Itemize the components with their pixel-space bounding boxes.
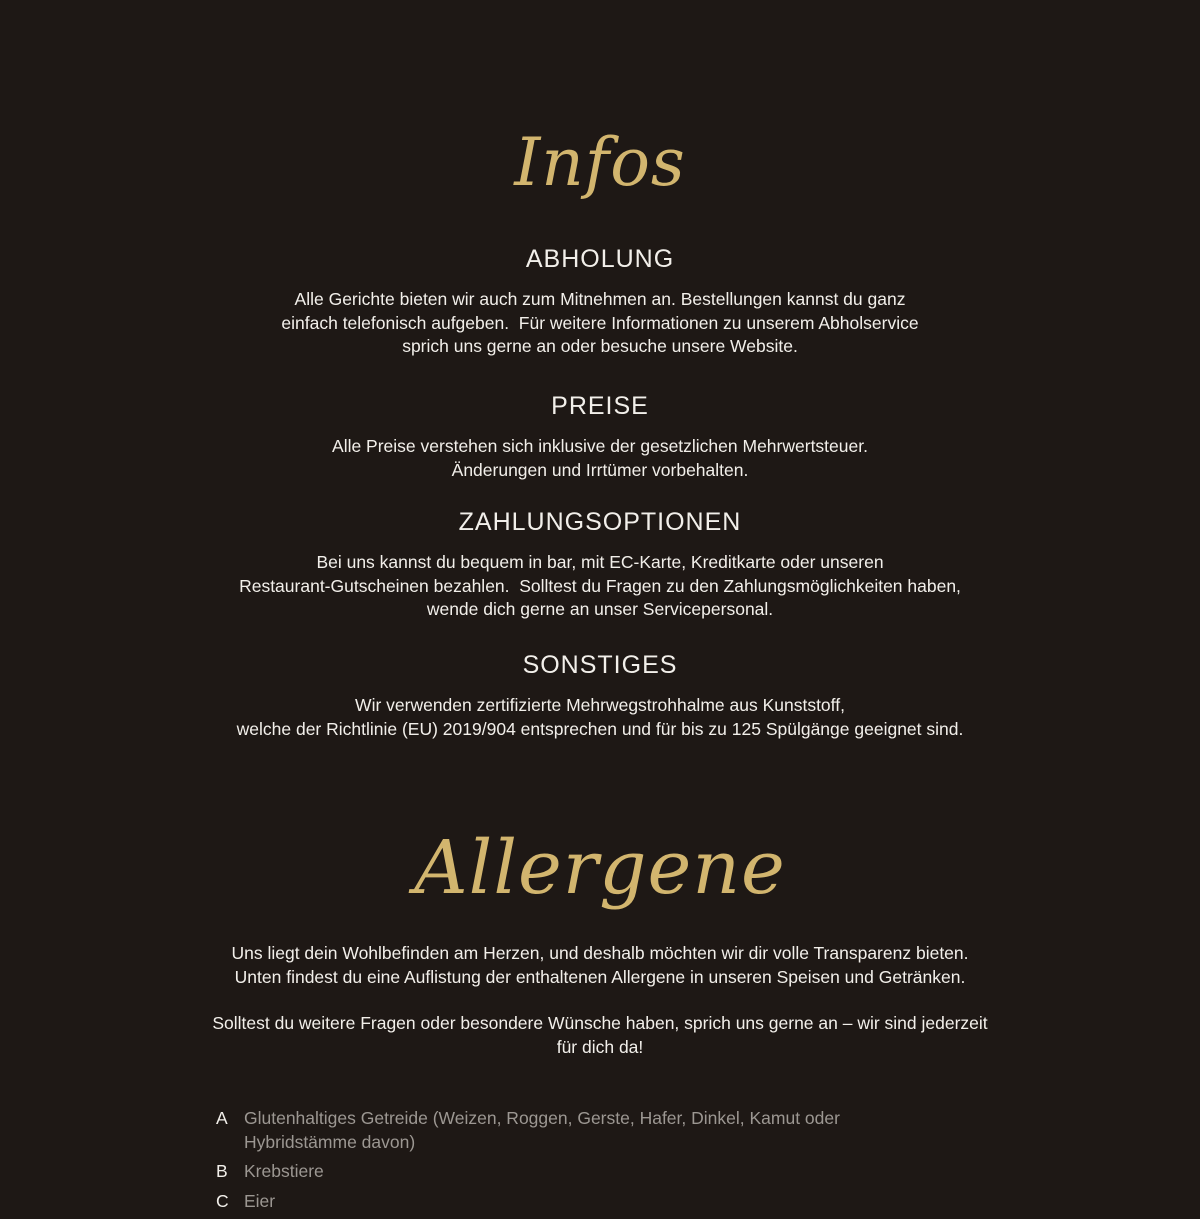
section-text-sonstiges [0, 694, 1200, 741]
allergen-description [244, 1160, 324, 1184]
section-heading-zahlungsoptionen: ZAHLUNGSOPTIONEN [458, 508, 742, 536]
text-line: Alle Preise verstehen sich inklusive der gesetzlichen Mehrwertsteuer. [332, 436, 868, 456]
allergene-title: Allergene [414, 825, 786, 911]
allergen-item-c [216, 1190, 976, 1214]
infos-title: Infos [514, 124, 686, 201]
allergene-help-text [0, 1012, 1200, 1059]
allergene-intro-text [0, 942, 1200, 989]
section-text-zahlungsoptionen [0, 551, 1200, 622]
section-heading-sonstiges: SONSTIGES [522, 651, 678, 679]
text-line: sprich uns gerne an oder besuche unsere Website. [402, 336, 798, 356]
text-line: Uns liegt dein Wohlbefinden am Herzen, und deshalb möchten wir dir volle Transparenz bieten. [231, 943, 969, 963]
text-line: Restaurant-Gutscheinen bezahlen. Solltest du Fragen zu den Zahlungsmöglichkeiten haben, [239, 575, 961, 596]
text-line: Alle Gerichte bieten wir auch zum Mitnehmen an. Bestellungen kannst du ganz [294, 289, 906, 309]
text-line: Unten findest du eine Auflistung der enthaltenen Allergene in unseren Speisen und Getränken. [234, 966, 966, 987]
allergen-item-a [216, 1107, 976, 1154]
text-line: Änderungen und Irrtümer vorbehalten. [451, 459, 749, 480]
text-line: für dich da! [556, 1036, 644, 1057]
text-line: welche der Richtlinie (EU) 2019/904 entsprechen und für bis zu 125 Spülgänge geeignet sind. [236, 718, 964, 739]
allergen-letter: C [216, 1190, 229, 1211]
allergen-letter: B [216, 1161, 228, 1181]
text-line: einfach telefonisch aufgeben. Für weitere Informationen zu unserem Abholservice [281, 312, 919, 333]
section-text-abholung [0, 288, 1200, 359]
allergen-item-b [216, 1160, 976, 1184]
text-line: Hybridstämme davon) [244, 1131, 416, 1152]
text-line: Eier [244, 1190, 276, 1211]
text-line: Wir verwenden zertifizierte Mehrwegstrohhalme aus Kunststoff, [355, 695, 845, 715]
text-line: Krebstiere [244, 1161, 324, 1181]
allergen-letter: A [216, 1108, 228, 1128]
allergen-description [244, 1190, 275, 1214]
allergen-description [244, 1107, 840, 1154]
text-line: Solltest du weitere Fragen oder besondere Wünsche haben, sprich uns gerne an – wir sind jederzeit [212, 1013, 988, 1033]
section-heading-abholung: ABHOLUNG [525, 245, 675, 273]
text-line: Glutenhaltiges Getreide (Weizen, Roggen, Gerste, Hafer, Dinkel, Kamut oder [244, 1108, 840, 1128]
text-line: wende dich gerne an unser Servicepersonal. [426, 599, 774, 619]
allergen-list [216, 1107, 976, 1219]
section-heading-preise: PREISE [551, 392, 649, 420]
section-text-preise [0, 435, 1200, 482]
text-line: Bei uns kannst du bequem in bar, mit EC-Karte, Kreditkarte oder unseren [316, 552, 884, 572]
